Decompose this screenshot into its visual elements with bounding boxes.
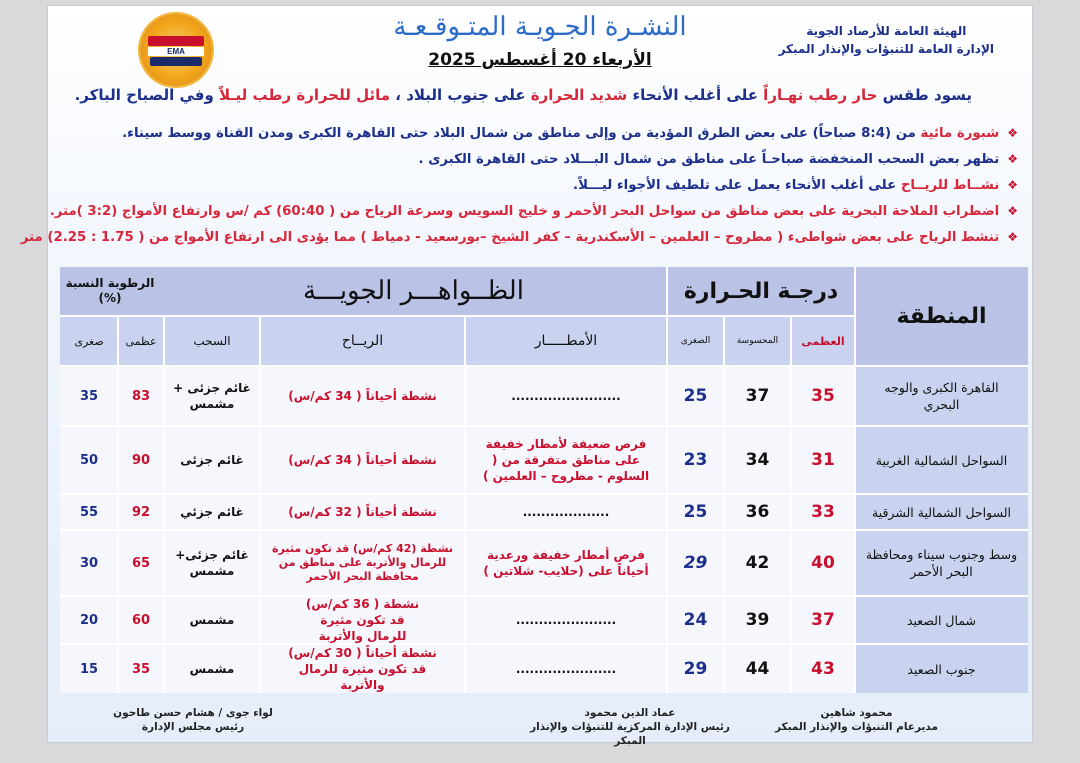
row6-humidity-max: 35 bbox=[131, 661, 151, 677]
row4-clouds: غائم جزئى+ مشمس bbox=[175, 548, 249, 578]
row5-winds: نشطة ( 36 كم/س) قد تكون مثيرة للرمال والأتربة bbox=[305, 597, 420, 643]
weather-summary: يسود طقس حار رطب نهـاراً على أغلب الأنحاء شديد الحرارة على جنوب البلاد ، مائل للحرارة رطب ليـلاً وفي الصباح الباكر. bbox=[74, 86, 972, 104]
row3-region: السواحل الشمالية الشرقية bbox=[855, 495, 1028, 529]
row4-region: وسط وجنوب سيناء ومحافظة البحر الأحمر bbox=[855, 531, 1028, 595]
row5-temp-feels: 39 bbox=[745, 610, 770, 630]
row6-rain: ...................... bbox=[515, 662, 617, 676]
column-divider bbox=[163, 317, 165, 693]
row4-winds: نشطة (42 كم/س) قد تكون مثيرة للرمال والأتربة على مناطق من محافظة البحر الأحمر bbox=[272, 542, 453, 583]
row3-clouds: غائم جزئي bbox=[180, 505, 244, 519]
row6-clouds: مشمس bbox=[189, 662, 235, 676]
header-humidity-max: عظمى bbox=[118, 317, 164, 365]
row5-humidity-min: 20 bbox=[79, 612, 99, 628]
row6-humidity-min: 15 bbox=[79, 661, 99, 677]
row1-temp-feels: 37 bbox=[745, 386, 770, 406]
header-humidity: الرطوبة النسبة (%) bbox=[60, 267, 160, 315]
row4-humidity-max: 65 bbox=[131, 555, 151, 571]
row1-region: القاهرة الكبرى والوجه البحري bbox=[855, 367, 1028, 425]
row4-temp-min: 29 bbox=[683, 553, 708, 573]
row3-temp-feels: 36 bbox=[745, 502, 770, 522]
row1-temp-max: 35 bbox=[811, 386, 835, 406]
row2-rain: فرص ضعيفة لأمطار خفيفة على مناطق متفرقة من ( السلوم - مطروح – العلمين ) bbox=[482, 437, 650, 483]
row5-humidity-max: 60 bbox=[131, 612, 151, 628]
row2-winds: نشطة أحياناً ( 34 كم/س) bbox=[288, 453, 437, 467]
header-region: المنطقة bbox=[855, 267, 1028, 365]
organization-name bbox=[779, 22, 994, 58]
row1-clouds: غائم جزئى + مشمس bbox=[173, 381, 251, 411]
row1-temp-min: 25 bbox=[683, 386, 708, 406]
row1-winds: نشطة أحياناً ( 34 كم/س) bbox=[288, 389, 437, 403]
row6-winds: نشطة أحياناً ( 30 كم/س) قد تكون مثيرة للرمال والأتربة bbox=[288, 646, 437, 692]
header-temp-max: العظمى bbox=[791, 317, 855, 365]
ema-logo bbox=[140, 14, 212, 86]
bullet-fog: ❖شبورة مائية من (8:4 صباحاً) على بعض الطرق المؤدية من وإلى مناطق من شمال البلاد حتى القاهرة الكبرى ومدن القناة ووسط سيناء. bbox=[122, 126, 1018, 141]
header-temp-feels: المحسوسة bbox=[724, 317, 791, 365]
header-humidity-min: صغرى bbox=[60, 317, 118, 365]
header-clouds: السحب bbox=[164, 317, 260, 365]
row5-temp-max: 37 bbox=[811, 610, 835, 630]
column-divider bbox=[666, 267, 668, 693]
column-divider bbox=[790, 317, 792, 693]
row5-rain: ...................... bbox=[515, 613, 617, 627]
org-line-2: الإدارة العامة للتنبؤات والإنذار المبكر bbox=[778, 42, 994, 56]
signature-forecast-director: محمود شاهين مديرعام التنبؤات والإنذار المبكر bbox=[774, 707, 938, 733]
header-rain: الأمطـــــار bbox=[465, 317, 667, 365]
header-winds: الريــاح bbox=[260, 317, 465, 365]
column-divider bbox=[117, 317, 119, 693]
row1-rain: ........................ bbox=[511, 389, 621, 403]
row4-temp-feels: 42 bbox=[745, 553, 770, 573]
row2-temp-feels: 34 bbox=[745, 450, 770, 470]
row1-humidity-max: 83 bbox=[131, 388, 151, 404]
header-phenomena: الظــواهـــر الجويـــة bbox=[160, 267, 667, 315]
row3-humidity-min: 55 bbox=[79, 504, 99, 520]
forecast-table bbox=[60, 267, 1028, 693]
bullet-beaches: ❖تنشط الرياح على بعض شواطىء ( مطروح – العلمين – الأسكندرية – كفر الشيخ –بورسعيد - دمياط ) مما يؤدى الى ارتفاع الأمواج من ( 1.75 : 2.25) متر bbox=[20, 230, 1018, 245]
bullet-list bbox=[20, 120, 1018, 250]
row2-humidity-max: 90 bbox=[131, 452, 151, 468]
bullet-marine: ❖اضطراب الملاحة البحرية على بعض مناطق من سواحل البحر الأحمر و خليج السويس وسرعة الرياح من ( 60:40) كم /س وارتفاع الأمواج (3:2 )متر. bbox=[49, 204, 1018, 219]
org-line-1: الهيئة العامة للأرصاد الجوية bbox=[806, 24, 967, 38]
row4-humidity-min: 30 bbox=[79, 555, 99, 571]
row3-winds: نشطة أحياناً ( 32 كم/س) bbox=[288, 505, 437, 519]
column-divider bbox=[259, 317, 261, 693]
column-divider bbox=[723, 317, 725, 693]
row6-temp-feels: 44 bbox=[745, 659, 770, 679]
bulletin-title: النشـرة الجـويـة المتـوقـعـة bbox=[393, 12, 687, 42]
row5-region: شمال الصعيد bbox=[855, 597, 1028, 643]
row6-temp-min: 29 bbox=[683, 659, 708, 679]
row3-humidity-max: 92 bbox=[131, 504, 151, 520]
header-temperature: درجـة الحـرارة bbox=[667, 267, 855, 315]
row3-temp-min: 25 bbox=[683, 502, 708, 522]
row2-humidity-min: 50 bbox=[79, 452, 99, 468]
row2-clouds: غائم جزئى bbox=[180, 453, 244, 467]
column-divider bbox=[854, 267, 856, 693]
bullet-low-clouds: ❖تظهر بعض السحب المنخفضة صباحـاً على مناطق من شمال البـــلاد حتى القاهرة الكبرى . bbox=[418, 152, 1018, 167]
row6-temp-max: 43 bbox=[811, 659, 835, 679]
row2-temp-min: 23 bbox=[683, 450, 708, 470]
row3-rain: ................... bbox=[522, 505, 610, 519]
column-divider bbox=[464, 317, 466, 693]
row5-temp-min: 24 bbox=[683, 610, 708, 630]
row4-rain: فرص أمطار خفيفة ورعدية أحياناً على (حلايب- شلاتين ) bbox=[483, 548, 649, 578]
row4-temp-max: 40 bbox=[811, 553, 835, 573]
row3-temp-max: 33 bbox=[811, 502, 835, 522]
row5-clouds: مشمس bbox=[189, 613, 235, 627]
header-temp-min: الصغرى bbox=[667, 317, 724, 365]
row2-region: السواحل الشمالية الغربية bbox=[855, 427, 1028, 493]
row2-temp-max: 31 bbox=[811, 450, 835, 470]
logo-text: EMA bbox=[167, 47, 185, 56]
row6-region: جنوب الصعيد bbox=[855, 645, 1028, 693]
signature-central-director: عماد الدين محمود رئيس الإدارة المركزية للتنبؤات والإنذار المبكر bbox=[530, 707, 730, 747]
bulletin-date: الأربعاء 20 أغسطس 2025 bbox=[428, 50, 652, 70]
row1-humidity-min: 35 bbox=[79, 388, 99, 404]
bullet-winds: ❖نشــاط للريــاح على أغلب الأنحاء يعمل على تلطيف الأجواء ليـــلاً. bbox=[573, 178, 1018, 193]
signature-board-chairman: لواء جوى / هشام حسن طاحون رئيس مجلس الإدارة bbox=[113, 707, 273, 733]
